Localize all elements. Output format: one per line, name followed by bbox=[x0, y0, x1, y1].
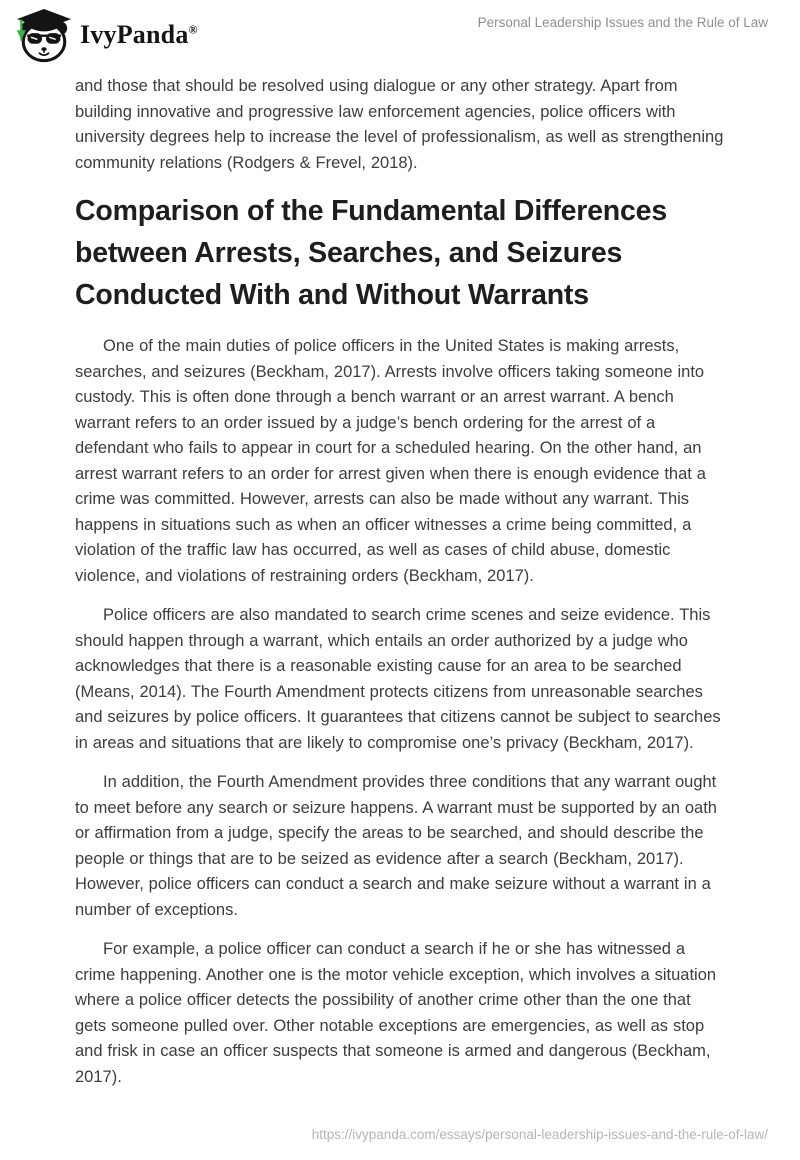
document-title: Personal Leadership Issues and the Rule of Law bbox=[477, 15, 768, 30]
essay-paragraph: One of the main duties of police officers in the United States is making arrests, searches, and seizures (Beckham, 2017). Arrests involve officers taking someone into custody. This is often done through a bench warrant or an arrest warrant. A bench warrant refers to an order issued by a judge’s bench ordering for the arrest of a defendant who fails to appear in court for a scheduled hearing. On the other hand, an arrest warrant refers to an order for arrest given when there is enough evidence that a crime was committed. However, arrests can also be made without any warrant. This happens in situations such as when an officer witnesses a crime being committed, a violation of the traffic law has occurred, as well as cases of child abuse, domestic violence, and violations of restraining orders (Beckham, 2017). bbox=[75, 337, 706, 585]
page-footer bbox=[0, 1110, 800, 1160]
essay-content bbox=[75, 74, 725, 1104]
page-header bbox=[0, 0, 800, 70]
essay-paragraph-intro: and those that should be resolved using dialogue or any other strategy. Apart from building innovative and progressive law enforcement agencies, police officers with university degrees help to increase the level of professionalism, as well as strengthening community relations (Rodgers & Frevel, 2018). bbox=[75, 77, 724, 172]
source-url: https://ivypanda.com/essays/personal-leadership-issues-and-the-rule-of-law/ bbox=[311, 1127, 768, 1142]
essay-paragraph: Police officers are also mandated to search crime scenes and seize evidence. This should happen through a warrant, which entails an order authorized by a judge who acknowledges that there is a reasonable existing cause for an area to be searched (Means, 2014). The Fourth Amendment protects citizens from unreasonable searches and seizures by police officers. It guarantees that citizens cannot be subject to searches in areas and situations that are likely to compromise one’s privacy (Beckham, 2017). bbox=[75, 606, 721, 752]
essay-paragraph: For example, a police officer can conduct a search if he or she has witnessed a crime happening. Another one is the motor vehicle exception, which involves a situation where a police officer detects the possibility of another crime other than the one that gets someone pulled over. Other notable exceptions are emergencies, as well as stop and frisk in case an officer suspects that someone is armed and dangerous (Beckham, 2017). bbox=[75, 940, 717, 1086]
brand-name: IvyPanda bbox=[80, 20, 189, 49]
brand-wordmark bbox=[80, 22, 198, 48]
registered-trademark-mark: ® bbox=[188, 22, 198, 37]
section-heading: Comparison of the Fundamental Differences between Arrests, Searches, and Seizures Conducted With and Without Warrants bbox=[75, 195, 667, 311]
ivypanda-panda-logo-icon bbox=[14, 8, 74, 64]
essay-paragraph: In addition, the Fourth Amendment provides three conditions that any warrant ought to meet before any search or seizure happens. A warrant must be supported by an oath or affirmation from a judge, specify the areas to be searched, and should describe the people or things that are to be seized as evidence after a search (Beckham, 2017). However, police officers can conduct a search and make seizure without a warrant in a number of exceptions. bbox=[75, 773, 717, 919]
